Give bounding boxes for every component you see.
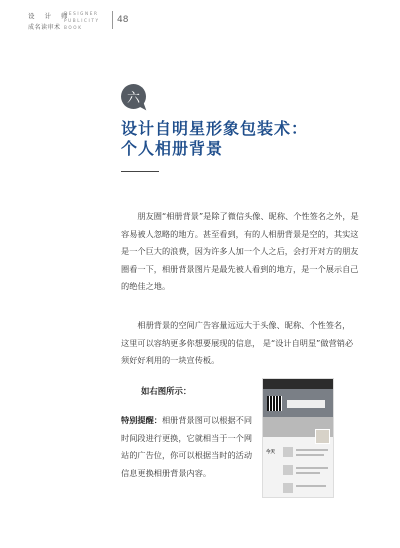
post-text-line — [296, 472, 320, 474]
tip-label: 特别提醒： — [121, 415, 162, 425]
tip-text: 相册背景图可以根据不同时间段进行更换，它就相当于一个网站的广告位，你可以根据当时的活动信息更换相册背景内容。 — [121, 415, 253, 478]
post-text-line — [296, 454, 324, 456]
tip-block — [121, 412, 255, 482]
running-header-english: DESIGNER PUBLICITY BOOK — [64, 11, 100, 30]
phone-status-bar — [263, 379, 333, 389]
avatar — [315, 429, 330, 444]
post-thumbnail — [283, 447, 293, 457]
post-thumbnail — [283, 483, 293, 493]
header-divider — [112, 11, 113, 29]
section-title — [121, 119, 361, 159]
page-number: 48 — [117, 15, 129, 25]
chapter-badge: 六 — [121, 84, 146, 109]
figure-caption: 如右图所示： — [141, 386, 192, 396]
running-header-subtitle: 成名读审术 — [28, 24, 61, 31]
phone-today-label: 今天 — [266, 450, 275, 455]
wechat-moments-screenshot — [262, 378, 334, 498]
title-underline — [121, 171, 159, 172]
section-title-line2: 个人相册背景 — [121, 139, 224, 158]
cover-banner — [287, 400, 325, 408]
post-text-line — [296, 449, 328, 451]
running-header-title: 设 计 师 — [28, 12, 72, 20]
body-paragraph-2: 相册背景的空间广告容量远远大于头像、昵称、个性签名， 这里可以容纳更多你想要展现的信息， 是“设计自明星”做营销必须好好利用的一块宣传板。 — [121, 320, 354, 365]
section-title-line1: 设计自明星形象包装术： — [121, 119, 309, 138]
body-paragraph-1: 朋友圈“相册背景”是除了微信头像、昵称、个性签名之外，是容易被人忽略的地方。甚至看到，有的人相册背景是空的，其实这是一个巨大的浪费，因为许多人加一个人之后，会打开对方的朋友圈看一下，相册背景图片是最先被人看到的地方，是一个展示自己的绝佳之地。 — [121, 211, 359, 291]
post-text-line — [296, 467, 328, 469]
qr-code-icon — [267, 396, 282, 411]
post-text-line — [296, 485, 326, 487]
post-thumbnail — [283, 465, 293, 475]
